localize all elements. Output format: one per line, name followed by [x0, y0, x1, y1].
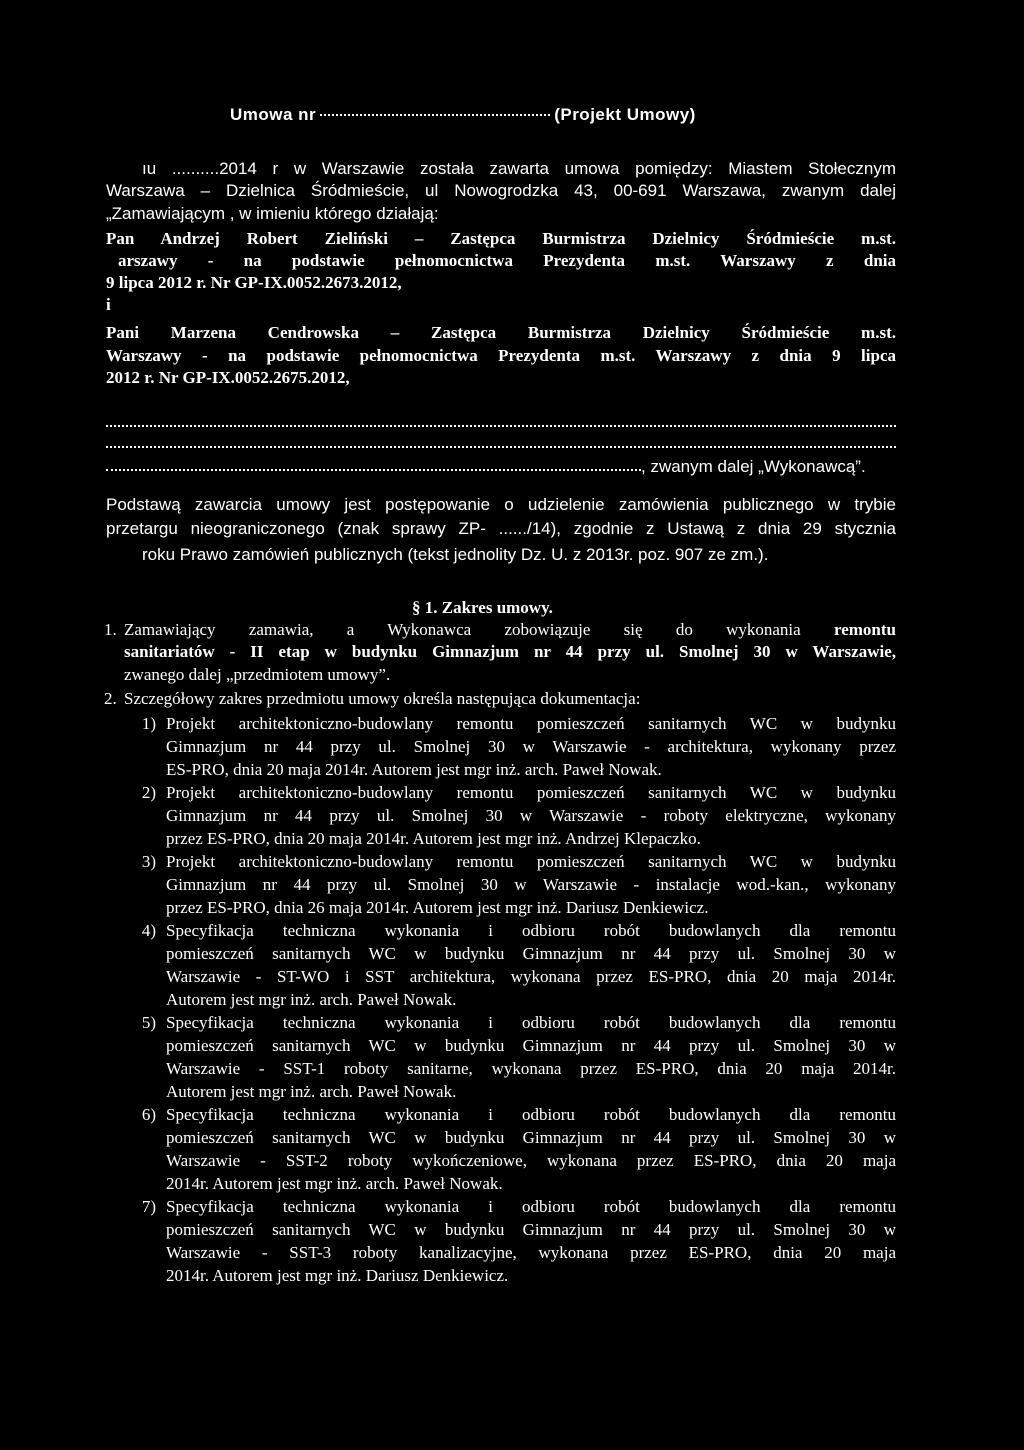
item-7-number: 7) — [141, 1197, 156, 1216]
para1-line-3: zwanego dalej „przedmiotem umowy”. — [124, 665, 391, 684]
section1-heading: § 1. Zakres umowy. — [412, 598, 553, 617]
para2-number: 2. — [104, 689, 117, 708]
item-2-line-2: Gimnazjum nr 44 przy ul. Smolnej 30 w Warszawie - roboty elektryczne, wykonany — [166, 806, 896, 825]
item-6-line-3: Warszawie - SST-2 roboty wykończeniowe, wykonana przez ES-PRO, dnia 20 maja — [166, 1151, 896, 1170]
item-6-line-4: 2014r. Autorem jest mgr inż. arch. Paweł Nowak. — [166, 1174, 503, 1193]
item-3-number: 3) — [141, 852, 156, 871]
item-7-line-4: 2014r. Autorem jest mgr inż. Dariusz Denkiewicz. — [166, 1266, 509, 1285]
party-connector: i — [106, 295, 111, 314]
item-4-line-2: pomieszczeń sanitarnych WC w budynku Gimnazjum nr 44 przy ul. Smolnej 30 w — [166, 944, 896, 963]
item-5-line-3: Warszawie - SST-1 roboty sanitarne, wykonana przez ES-PRO, dnia 20 maja 2014r. — [166, 1059, 896, 1078]
item-7-line-2: pomieszczeń sanitarnych WC w budynku Gimnazjum nr 44 przy ul. Smolnej 30 w — [166, 1220, 896, 1239]
item-1-line-2: Gimnazjum nr 44 przy ul. Smolnej 30 w Warszawie - architektura, wykonany przez — [166, 737, 896, 756]
basis-line-2: przetargu nieograniczonego (znak sprawy ZP- ....../14), zgodnie z Ustawą z dnia 29 stycznia — [106, 519, 896, 538]
document-title — [230, 104, 696, 126]
party1-line-1: Pan Andrzej Robert Zieliński – Zastępca Burmistrza Dzielnicy Śródmieście m.st. — [106, 229, 896, 248]
contractor-blank-line-3 — [106, 469, 641, 471]
item-6-line-1: Specyfikacja techniczna wykonania i odbioru robót budowlanych dla remontu — [166, 1105, 896, 1124]
item-6-line-2: pomieszczeń sanitarnych WC w budynku Gimnazjum nr 44 przy ul. Smolnej 30 w — [166, 1128, 896, 1147]
contractor-label: , zwanym dalej „Wykonawcą”. — [641, 457, 866, 476]
item-4-number: 4) — [141, 921, 156, 940]
intro-line-2: Warszawa – Dzielnica Śródmieście, ul Nowogrodzka 43, 00-691 Warszawa, zwanym dalej — [106, 181, 896, 200]
item-1-line-1: Projekt architektoniczno-budowlany remontu pomieszczeń sanitarnych WC w budynku — [166, 714, 896, 733]
item-3-line-1: Projekt architektoniczno-budowlany remontu pomieszczeń sanitarnych WC w budynku — [166, 852, 896, 871]
intro-line-1: ıu ..........2014 r w Warszawie została zawarta umowa pomiędzy: Miastem Stołecznym — [142, 159, 896, 178]
item-4-line-4: Autorem jest mgr inż. arch. Paweł Nowak. — [166, 990, 457, 1009]
basis-line-1: Podstawą zawarcia umowy jest postępowanie o udzielenie zamówienia publicznego w trybie — [106, 495, 896, 514]
item-2-line-3: przez ES-PRO, dnia 20 maja 2014r. Autorem jest mgr inż. Andrzej Klepaczko. — [166, 829, 701, 848]
item-7-line-1: Specyfikacja techniczna wykonania i odbioru robót budowlanych dla remontu — [166, 1197, 896, 1216]
item-4-line-3: Warszawie - ST-WO i SST architektura, wykonana przez ES-PRO, dnia 20 maja 2014r. — [166, 967, 896, 986]
item-2-line-1: Projekt architektoniczno-budowlany remontu pomieszczeń sanitarnych WC w budynku — [166, 783, 896, 802]
item-1-line-3: ES-PRO, dnia 20 maja 2014r. Autorem jest mgr inż. arch. Paweł Nowak. — [166, 760, 662, 779]
title-left: Umowa nr — [230, 105, 317, 124]
para1-line-1-plain: Zamawiający zamawia, a Wykonawca zobowiązuje się do wykonania — [124, 620, 801, 639]
contractor-blank-line-1 — [106, 425, 896, 427]
item-3-line-3: przez ES-PRO, dnia 26 maja 2014r. Autorem jest mgr inż. Dariusz Denkiewicz. — [166, 898, 709, 917]
para1-number: 1. — [104, 620, 117, 639]
para1-line-2: sanitariatów - II etap w budynku Gimnazjum nr 44 przy ul. Smolnej 30 w Warszawie, — [124, 642, 896, 661]
title-right: (Projekt Umowy) — [554, 105, 696, 124]
basis-line-3: roku Prawo zamówień publicznych (tekst jednolity Dz. U. z 2013r. poz. 907 ze zm.). — [142, 545, 769, 564]
item-3-line-2: Gimnazjum nr 44 przy ul. Smolnej 30 w Warszawie - instalacje wod.-kan., wykonany — [166, 875, 896, 894]
party1-line-2: arszawy - na podstawie pełnomocnictwa Prezydenta m.st. Warszawy z dnia — [118, 251, 896, 270]
item-4-line-1: Specyfikacja techniczna wykonania i odbioru robót budowlanych dla remontu — [166, 921, 896, 940]
para2-line-1: Szczegółowy zakres przedmiotu umowy określa następująca dokumentacja: — [124, 689, 641, 708]
party2-line-1: Pani Marzena Cendrowska – Zastępca Burmistrza Dzielnicy Śródmieście m.st. — [106, 323, 896, 342]
party2-line-3: 2012 r. Nr GP-IX.0052.2675.2012, — [106, 368, 350, 387]
item-5-line-1: Specyfikacja techniczna wykonania i odbioru robót budowlanych dla remontu — [166, 1013, 896, 1032]
party1-line-3: 9 lipca 2012 r. Nr GP-IX.0052.2673.2012, — [106, 273, 402, 292]
item-5-line-2: pomieszczeń sanitarnych WC w budynku Gimnazjum nr 44 przy ul. Smolnej 30 w — [166, 1036, 896, 1055]
item-5-line-4: Autorem jest mgr inż. arch. Paweł Nowak. — [166, 1082, 457, 1101]
para1-line-1-bold: remontu — [833, 620, 896, 639]
item-6-number: 6) — [141, 1105, 156, 1124]
para1-line-1 — [124, 619, 896, 641]
item-2-number: 2) — [141, 783, 156, 802]
party2-line-2: Warszawy - na podstawie pełnomocnictwa Prezydenta m.st. Warszawy z dnia 9 lipca — [106, 346, 896, 365]
title-blank — [320, 114, 550, 116]
contractor-blank-line-2 — [106, 446, 896, 448]
item-1-number: 1) — [141, 714, 156, 733]
item-7-line-3: Warszawie - SST-3 roboty kanalizacyjne, wykonana przez ES-PRO, dnia 20 maja — [166, 1243, 896, 1262]
intro-line-3: „Zamawiającym , w imieniu którego działają: — [106, 204, 439, 223]
item-5-number: 5) — [141, 1013, 156, 1032]
